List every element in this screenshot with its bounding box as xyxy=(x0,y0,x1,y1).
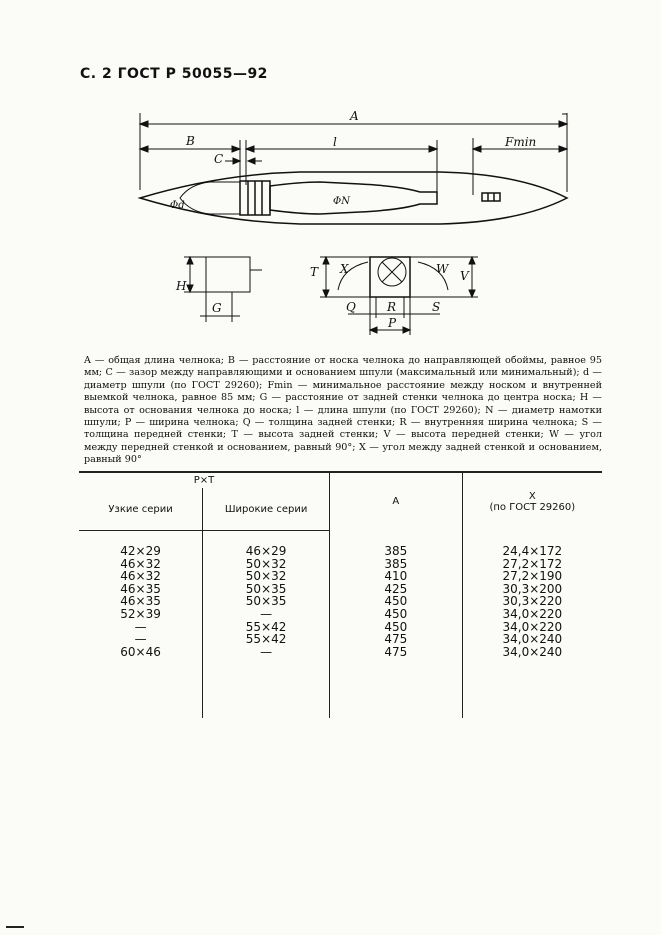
label-n: ΦN xyxy=(333,196,350,207)
th-narrow: Узкие серии xyxy=(79,488,203,531)
label-l: l xyxy=(333,135,337,149)
label-s: S xyxy=(432,300,441,314)
th-x-note: (по ГОСТ 29260) xyxy=(489,501,576,513)
cell-x: 24,4×172 xyxy=(462,531,602,558)
cell-wide: 55×42 xyxy=(203,621,330,634)
cell-narrow: 46×35 xyxy=(120,581,161,596)
cell-x: 34,0×220 xyxy=(462,621,602,634)
cell-wide: 46×29 xyxy=(203,531,330,558)
section-h-g xyxy=(184,257,262,322)
cell-x: 34,0×240 xyxy=(462,633,602,646)
label-b: B xyxy=(186,134,195,148)
label-r: R xyxy=(387,300,397,314)
cell-a: 385 xyxy=(330,558,463,571)
cell-narrow: — xyxy=(134,619,147,634)
cell-wide: — xyxy=(203,646,330,719)
legend-text: A — общая длина челнока; B — расстояние от носка челнока до направляющей обоймы, равное 95 мм; C — зазор между направляющими и основанием шпули (максимальный или минимальный); d — диаметр шпули (по ГОСТ 29260); Fmin — минимальное расстояние между носком и внутренней выемкой челнока, равное 85 мм; G — расстояние от задней стенки челнока до центра носка; H — высота от основания челнока до носка; l — длина шпули (по ГОСТ 29260); N — диаметр намотки шпули; P — ширина челнока; Q — толщина задней стенки; R — внутренняя ширина челнока; S — толщина передней стенки; T — высота задней стенки; V — высота передней стенки; W — угол между передней стенкой и основанием, равный 90°; X — угол между задней стенкой и основанием, равный 90° xyxy=(84,355,602,466)
label-h: H xyxy=(176,279,187,293)
cell-a: 450 xyxy=(330,608,463,621)
label-v: V xyxy=(460,269,469,283)
cell-x: 30,3×200 xyxy=(462,583,602,596)
label-fmin: Fmin xyxy=(505,135,537,149)
label-a: A xyxy=(350,109,359,123)
page-header: С. 2 ГОСТ Р 50055—92 xyxy=(80,66,268,82)
page-edge-mark xyxy=(6,926,24,928)
th-wide: Широкие серии xyxy=(203,488,330,531)
table-row xyxy=(79,646,602,719)
cell-a: 410 xyxy=(330,570,463,583)
th-a: A xyxy=(330,472,463,531)
label-t: T xyxy=(310,265,319,279)
cell-x: 34,0×220 xyxy=(462,608,602,621)
table-row xyxy=(79,633,602,646)
cell-a: 450 xyxy=(330,595,463,608)
table-row xyxy=(79,608,602,621)
table-row xyxy=(79,570,602,583)
cell-wide: — xyxy=(203,608,330,621)
cell-a: 385 xyxy=(330,531,463,558)
cell-a: 475 xyxy=(330,646,463,719)
legend xyxy=(84,355,602,467)
cell-narrow: 60×46 xyxy=(120,644,161,659)
cell-a: 450 xyxy=(330,621,463,634)
cell-wide: 50×32 xyxy=(203,558,330,571)
cell-a: 475 xyxy=(330,633,463,646)
th-x xyxy=(462,472,602,531)
cell-wide: 50×35 xyxy=(203,583,330,596)
cell-narrow: 46×32 xyxy=(120,556,161,571)
label-p: P xyxy=(388,316,397,330)
label-q: Q xyxy=(346,300,356,314)
cell-narrow: — xyxy=(134,632,147,647)
cell-x: 30,3×220 xyxy=(462,595,602,608)
cell-wide: 50×32 xyxy=(203,570,330,583)
cell-a: 425 xyxy=(330,583,463,596)
cell-x: 34,0×240 xyxy=(462,646,602,719)
label-g: G xyxy=(212,301,222,315)
label-c: C xyxy=(214,152,224,166)
cell-narrow: 46×32 xyxy=(120,569,161,584)
cell-x: 27,2×172 xyxy=(462,558,602,571)
cell-wide: 50×35 xyxy=(203,595,330,608)
shuttle-drawing xyxy=(0,0,661,340)
table-row xyxy=(79,531,602,558)
cell-x: 27,2×190 xyxy=(462,570,602,583)
dimensions-table xyxy=(79,471,602,718)
cell-narrow: 52×39 xyxy=(120,606,161,621)
th-x-title: X xyxy=(528,490,536,502)
label-d: Φd xyxy=(170,200,185,211)
th-pxt: P×T xyxy=(79,472,330,488)
cell-wide: 55×42 xyxy=(203,633,330,646)
label-w: W xyxy=(436,262,449,276)
cell-narrow: 42×29 xyxy=(120,544,161,558)
cell-narrow: 46×35 xyxy=(120,594,161,609)
shuttle-body xyxy=(140,172,567,224)
label-x: X xyxy=(340,262,349,276)
